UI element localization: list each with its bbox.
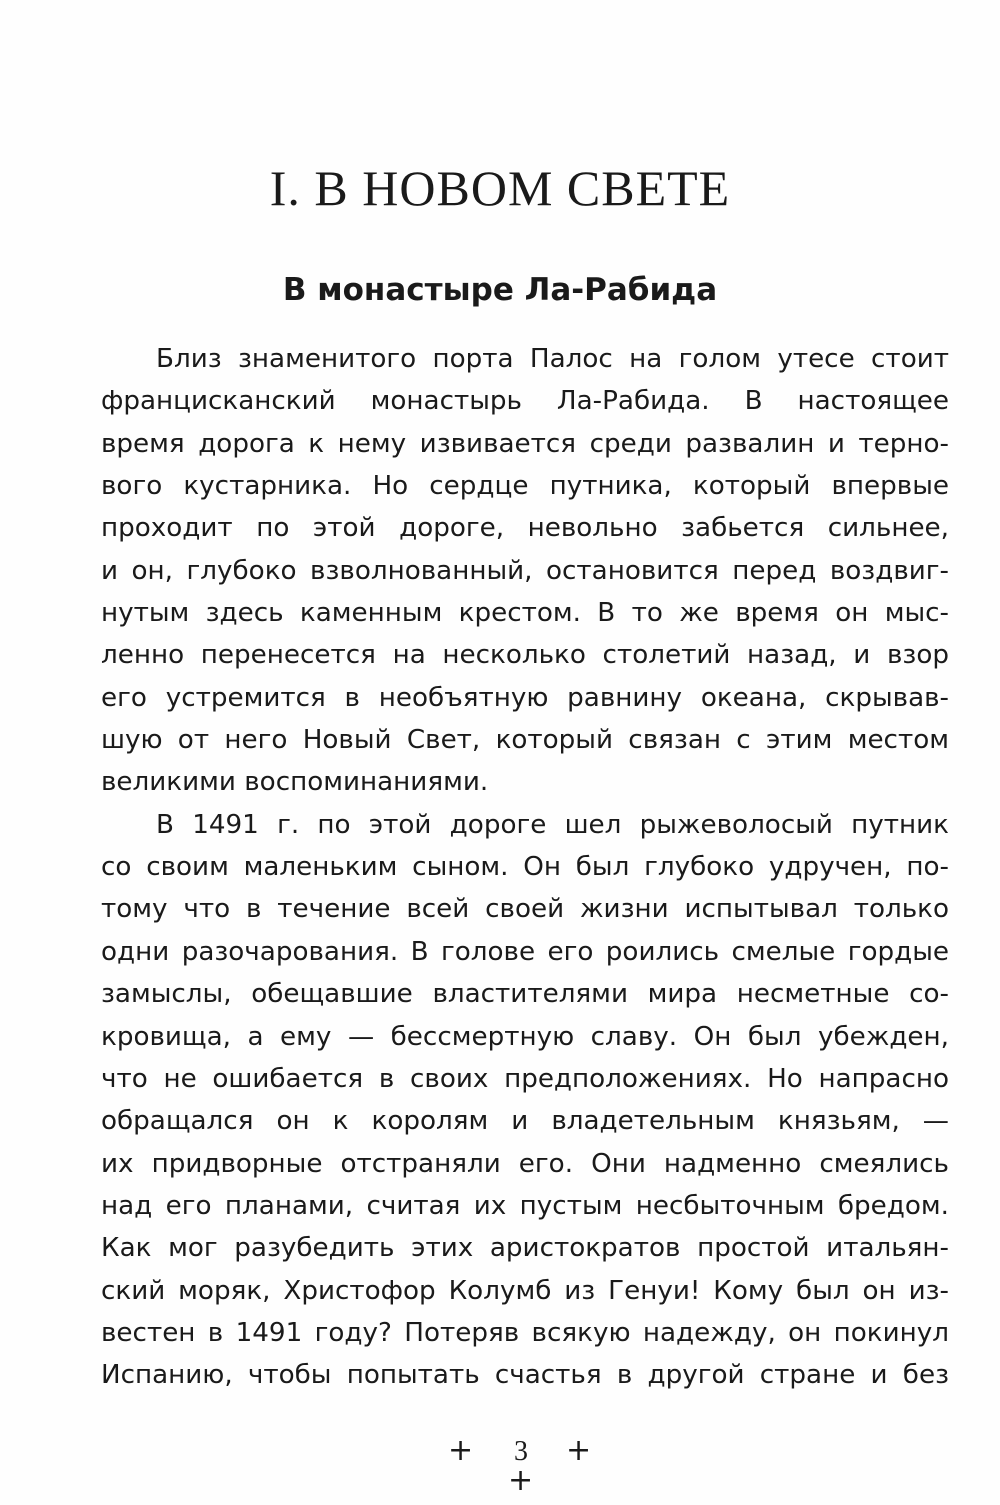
text-line: их придворные отстраняли его. Они надменно смеялись — [101, 1148, 949, 1179]
text-line: Как мог разубедить этих аристократов простой итальян- — [101, 1233, 949, 1264]
text-line: шую от него Новый Свет, который связан с этим местом — [101, 725, 949, 756]
text-line: кровища, а ему — бессмертную славу. Он был убежден, — [101, 1021, 949, 1052]
paragraph-1 — [101, 338, 949, 804]
text-line: Испанию, чтобы попытать счастья в другой стране и без — [101, 1360, 949, 1391]
text-line: нутым здесь каменным крестом. В то же время он мыс- — [101, 598, 949, 629]
text-line: и он, глубоко взволнованный, остановится перед воздвиг- — [101, 555, 949, 586]
text-line: ский моряк, Христофор Колумб из Генуи! Кому был он из- — [101, 1275, 949, 1306]
text-line: францисканский монастырь Ла-Рабида. В настоящее — [101, 386, 949, 417]
paragraph-2 — [101, 804, 949, 1397]
text-line: его устремится в необъятную равнину океана, скрывав- — [101, 682, 949, 713]
text-line: что не ошибается в своих предположениях. Но напрасно — [101, 1063, 949, 1094]
page-footer — [0, 1430, 1000, 1500]
chapter-title: I. В НОВОМ СВЕТЕ — [269, 160, 731, 216]
text-line: Близ знаменитого порта Палос на голом утесе стоит — [156, 344, 949, 374]
cross-ornament-icon: + — [448, 1433, 474, 1468]
page-number: 3 — [514, 1436, 528, 1467]
section-title: В монастыре Ла-Рабида — [282, 272, 718, 308]
text-line: вого кустарника. Но сердце путника, который впервые — [101, 471, 949, 502]
cross-ornament-icon: + — [508, 1463, 534, 1498]
text-line: обращался он к королям и владетельным князьям, — — [101, 1106, 949, 1137]
text-line: тому что в течение всей своей жизни испытывал только — [101, 894, 949, 925]
text-line: вестен в 1491 году? Потеряв всякую надежду, он покинул — [101, 1317, 949, 1348]
text-line: время дорога к нему извивается среди развалин и терно- — [101, 428, 949, 459]
cross-ornament-icon: + — [566, 1433, 592, 1468]
text-line: замыслы, обещавшие властителями мира несметные со- — [101, 979, 949, 1010]
text-line: В 1491 г. по этой дороге шел рыжеволосый путник — [156, 809, 949, 840]
text-line: со своим маленьким сыном. Он был глубоко удручен, по- — [101, 852, 949, 883]
text-line: великими воспоминаниями. — [101, 767, 489, 798]
body-text — [101, 338, 949, 1397]
text-line: проходит по этой дороге, невольно забьется сильнее, — [101, 513, 949, 544]
text-line: одни разочарования. В голове его роились смелые гордые — [101, 936, 949, 967]
text-line: над его планами, считая их пустым несбыточным бредом. — [101, 1190, 949, 1221]
text-line: ленно перенесется на несколько столетий назад, и взор — [101, 640, 949, 671]
